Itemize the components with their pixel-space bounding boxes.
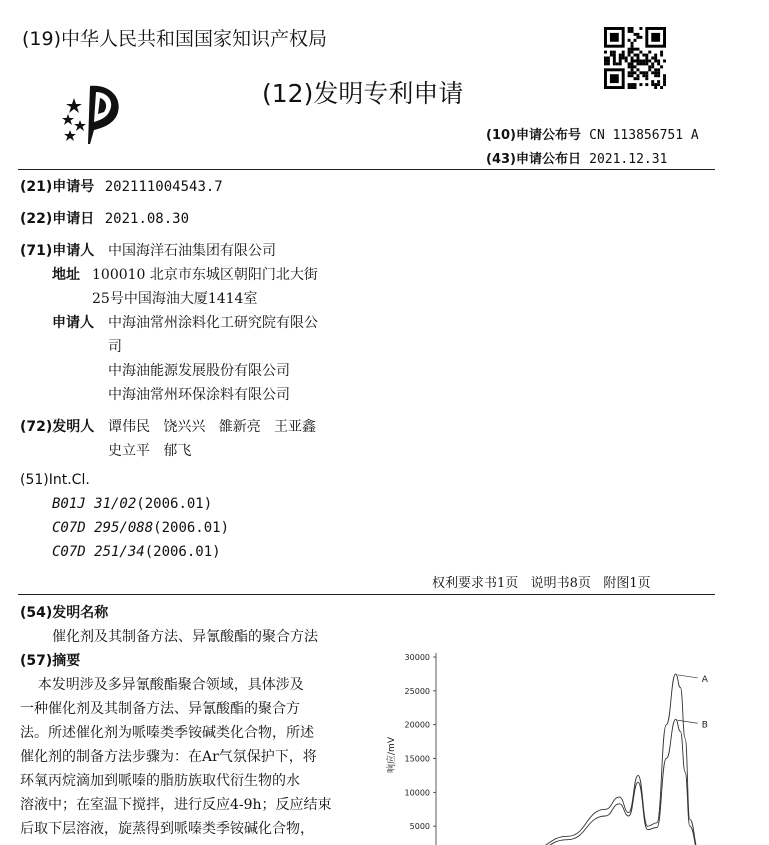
abstract-line: 本发明涉及多异氰酸酯聚合领域，具体涉及 <box>20 677 304 693</box>
ipc-code: C07D 295/088 <box>52 520 154 536</box>
applicant-label: (71)申请人 <box>20 243 95 259</box>
y-tick-label: 10000 <box>404 788 430 798</box>
abstract-line: 一种催化剂及其制备方法、异氰酸酯的聚合方 <box>20 701 300 717</box>
y-tick-label: 15000 <box>404 754 430 764</box>
inventors-line-1: 谭伟民 饶兴兴 雒新亮 王亚鑫 <box>108 419 317 435</box>
co-applicant-line-2: 司 <box>108 339 122 355</box>
address-line-2: 25号中国海油大厦1414室 <box>92 291 258 307</box>
patent-office-name: (19)中华人民共和国国家知识产权局 <box>22 28 328 50</box>
y-tick-label: 25000 <box>404 686 430 696</box>
abstract-line: 溶液中；在室温下搅拌，进行反应4-9h；反应结束 <box>20 797 332 813</box>
abstract-chart <box>378 645 723 845</box>
series-leader-line <box>678 720 698 723</box>
co-applicant-line-1: 中海油常州涂料化工研究院有限公 <box>108 315 318 331</box>
address-line-1: 100010 北京市东城区朝阳门北大街 <box>92 267 318 283</box>
document-type-title: (12)发明专利申请 <box>262 79 464 108</box>
ipc-year: (2006.01) <box>144 544 221 560</box>
int-cl-label: (51)Int.Cl. <box>20 472 90 488</box>
y-tick-label: 20000 <box>404 720 430 730</box>
co-applicant-3: 中海油常州环保涂料有限公司 <box>108 387 290 403</box>
publication-number: CN 113856751 A <box>589 128 699 143</box>
series-line-a <box>474 674 709 845</box>
ipc-code: B01J 31/02 <box>52 496 137 512</box>
qr-code <box>604 27 666 89</box>
address-label: 地址 <box>52 267 80 283</box>
publication-number-label: (10)申请公布号 <box>486 128 581 143</box>
header-divider <box>18 169 715 170</box>
page-counts: 权利要求书1页 说明书8页 附图1页 <box>432 576 651 591</box>
invention-title-label: (54)发明名称 <box>20 605 109 621</box>
cnipa-emblem-icon <box>60 78 130 148</box>
publication-date-row <box>486 148 667 167</box>
abstract-line: 法。所述催化剂为哌嗪类季铵碱类化合物，所述 <box>20 725 314 741</box>
ipc-year: (2006.01) <box>136 496 213 512</box>
abstract-line: 环氧丙烷滴加到哌嗪的脂肪族取代衍生物的水 <box>20 773 300 789</box>
ipc-year: (2006.01) <box>153 520 230 536</box>
inventors-line-2: 史立平 郁飞 <box>108 443 192 459</box>
ipc-entry <box>52 496 212 512</box>
series-label: A <box>701 674 708 685</box>
applicant-name: 中国海洋石油集团有限公司 <box>108 243 276 259</box>
series-line-b <box>474 719 709 845</box>
application-date: 2021.08.30 <box>104 211 190 227</box>
series-label: B <box>701 720 708 731</box>
co-applicant-label: 申请人 <box>52 315 94 331</box>
section-divider <box>18 594 715 595</box>
y-axis-label: 响应/mV <box>387 737 397 773</box>
ipc-entry <box>52 544 221 560</box>
ipc-code: C07D 251/34 <box>52 544 145 560</box>
ipc-entry <box>52 520 229 536</box>
publication-number-row <box>486 124 699 143</box>
series-leader-line <box>678 675 698 678</box>
invention-title: 催化剂及其制备方法、异氰酸酯的聚合方法 <box>52 629 318 645</box>
abstract-line: 催化剂的制备方法步骤为：在Ar气氛保护下，将 <box>20 749 317 765</box>
y-tick-label: 5000 <box>409 822 430 832</box>
application-number-row <box>20 176 223 196</box>
abstract-line: 后取下层溶液，旋蒸得到哌嗪类季铵碱化合物， <box>20 821 314 837</box>
abstract-label: (57)摘要 <box>20 653 81 669</box>
y-tick-label: 30000 <box>404 653 430 662</box>
application-number: 202111004543.7 <box>104 179 223 195</box>
application-number-label: (21)申请号 <box>20 179 95 195</box>
publication-date-label: (43)申请公布日 <box>486 152 581 167</box>
inventor-label: (72)发明人 <box>20 419 95 435</box>
co-applicant-2: 中海油能源发展股份有限公司 <box>108 363 290 379</box>
application-date-row <box>20 208 189 228</box>
publication-date: 2021.12.31 <box>589 152 668 167</box>
application-date-label: (22)申请日 <box>20 211 95 227</box>
